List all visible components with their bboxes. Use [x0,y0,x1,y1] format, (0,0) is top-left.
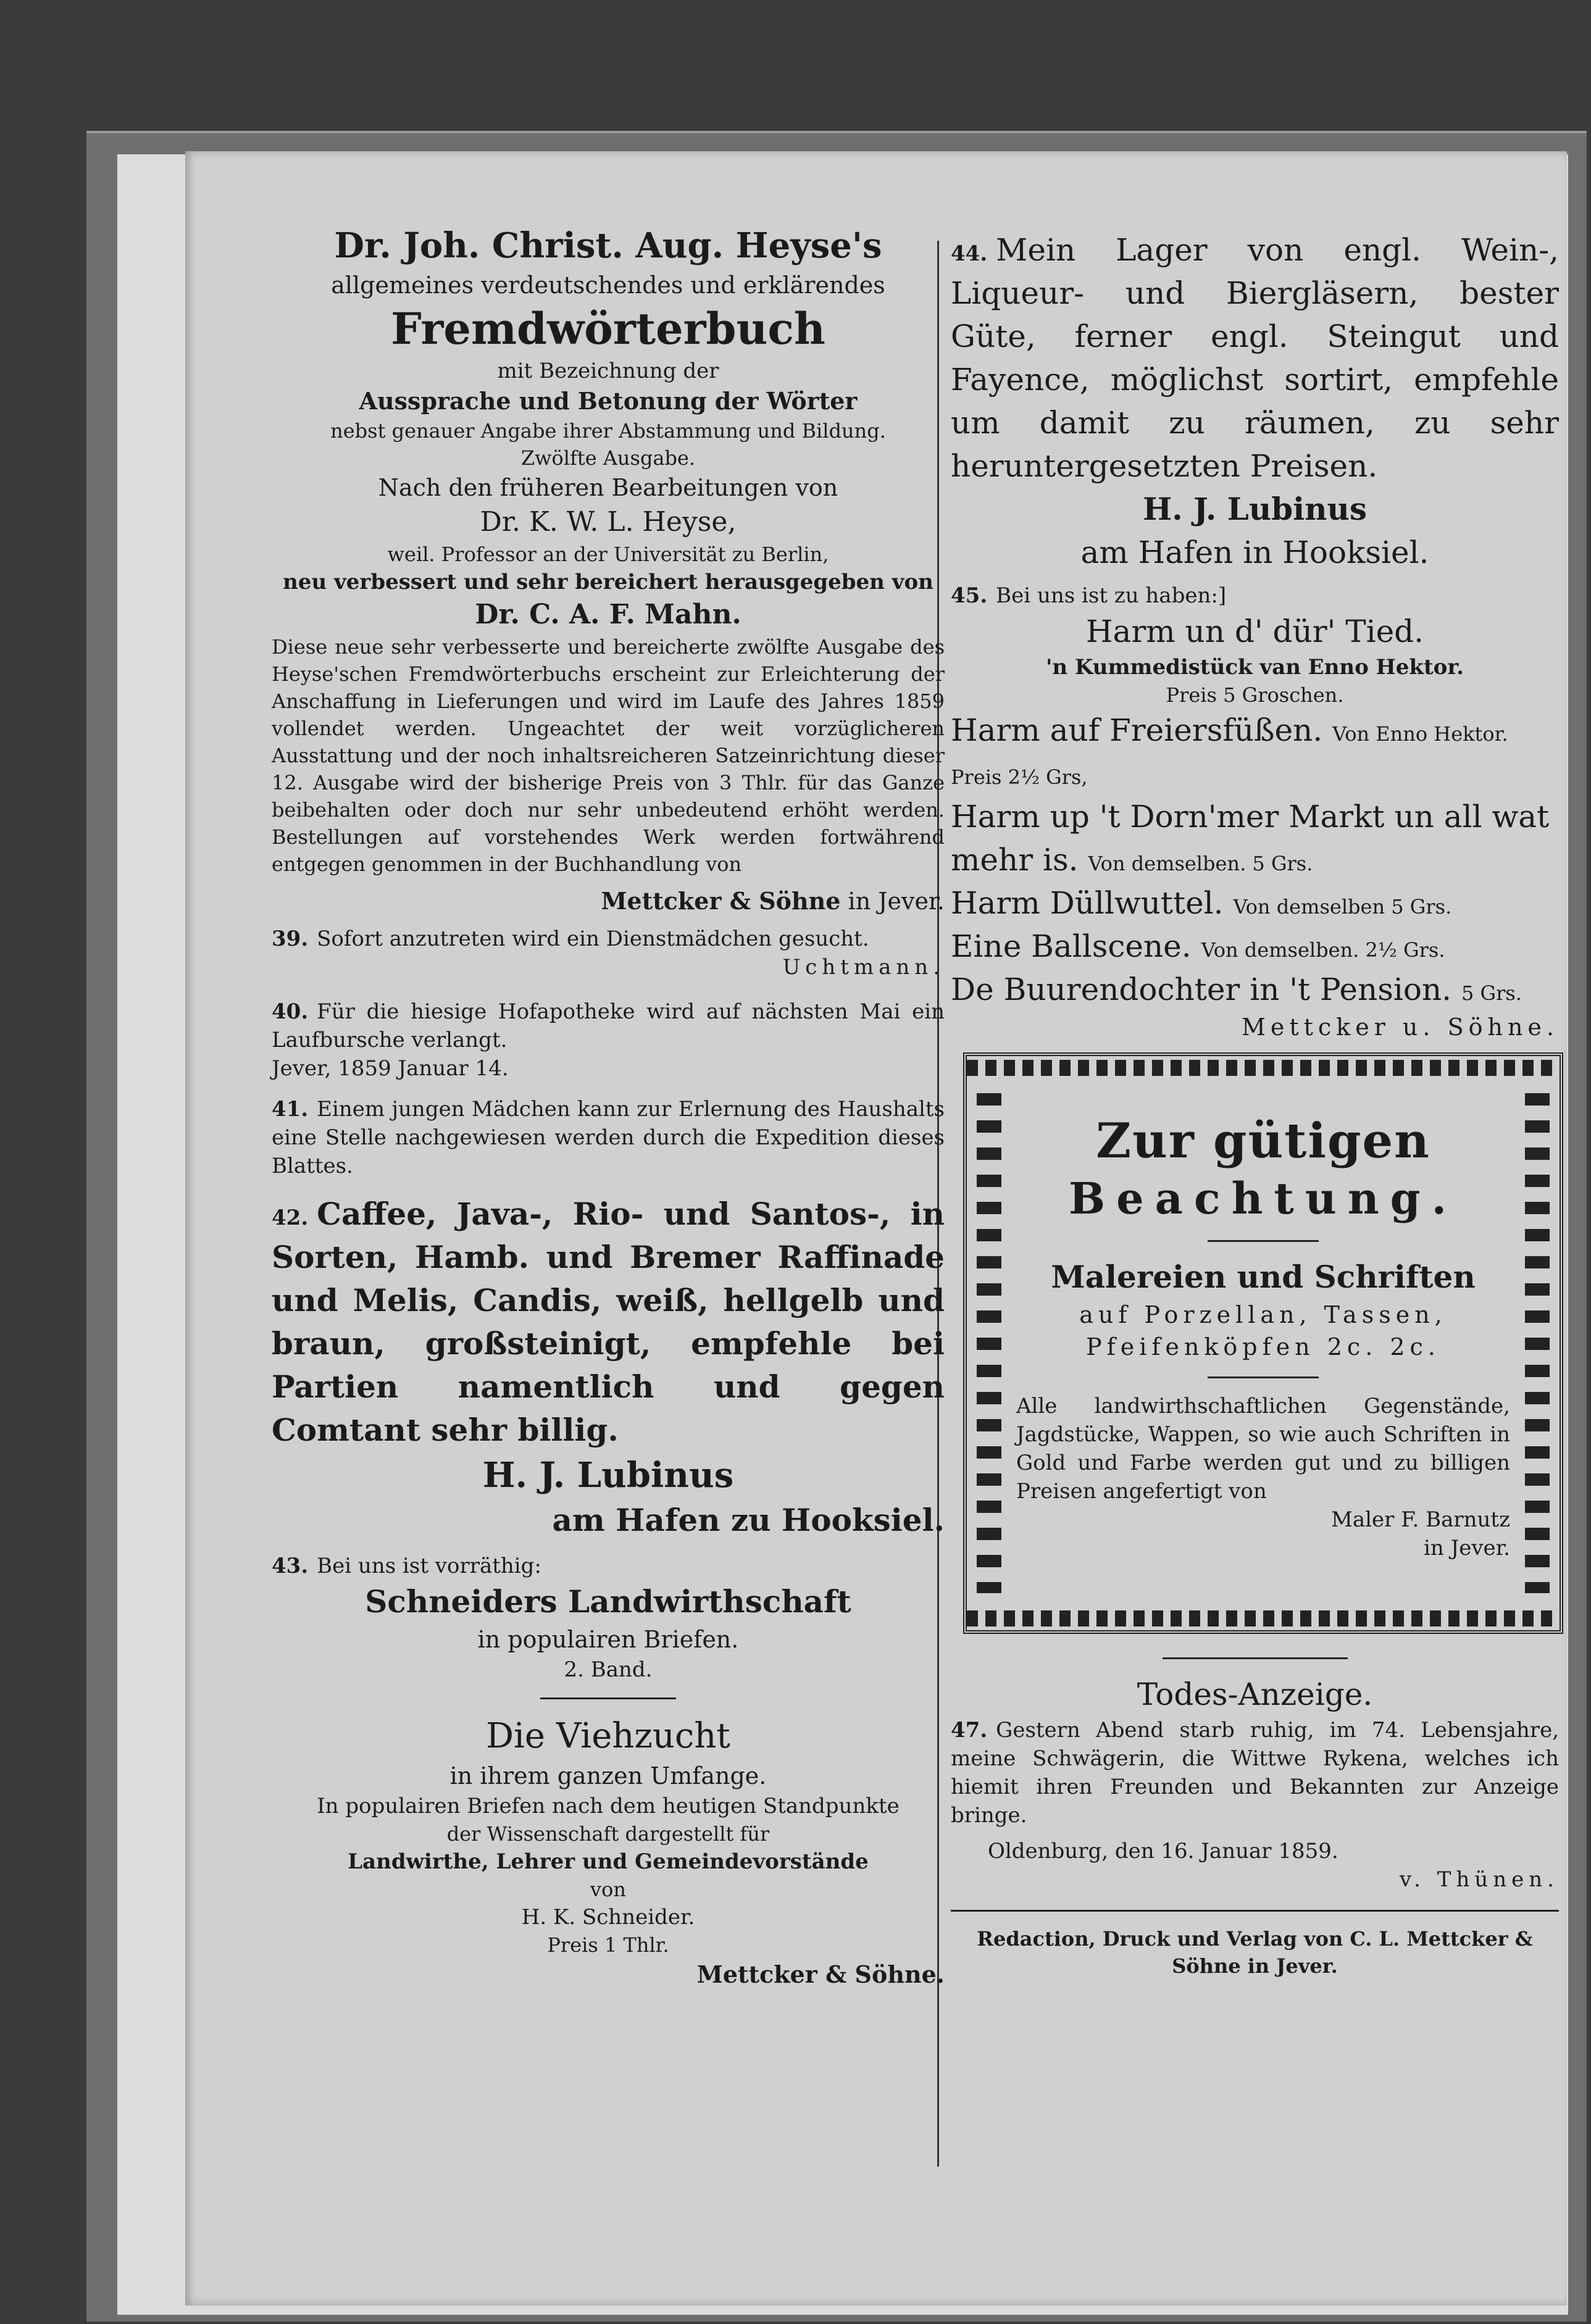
death-notice [951,1657,1559,1980]
ad-signature: Mettcker u. Söhne. [1241,1014,1559,1041]
ad-39 [272,925,945,981]
ad-intro: Bei uns ist vorräthig: [317,1554,541,1578]
ad-number: 47. [951,1718,988,1743]
heyse-line: allgemeines verdeutschendes und erklärendes [331,272,885,299]
ad-44 [951,228,1559,574]
signature-place: in Jever. [848,888,945,915]
book-title: Schneiders Landwirthschaft [365,1583,851,1620]
book-line: in ihrem ganzen Umfange. [449,1762,767,1789]
book-title: Eine Ballscene. [951,928,1192,964]
death-date: Oldenburg, den 16. Januar 1859. [988,1839,1338,1864]
ornament-border [967,1060,1560,1076]
framed-place: in Jever. [1424,1536,1510,1560]
ad-number: 42. [272,1206,309,1230]
framed-advertisement [963,1052,1563,1634]
heyse-line: Aussprache und Betonung der Wörter [359,387,858,415]
book-line: 'n Kummedistück van Enno Hektor. [1046,655,1464,680]
framed-heading: Malereien und Schriften [1051,1259,1476,1295]
book-line: Von Enno Hektor. Preis 2½ Grs, [951,722,1508,789]
heyse-title: Fremdwörterbuch [391,303,825,354]
left-column [272,222,945,1998]
book-line: Landwirthe, Lehrer und Gemeindevorstände [348,1849,869,1874]
book-line: in populairen Briefen. [477,1626,739,1653]
imprint: Redaction, Druck und Verlag von C. L. Mettcker & Söhne in Jever. [977,1927,1533,1978]
book-title: Harm un d' dür' Tied. [1085,614,1424,649]
ad-number: 44. [951,241,988,266]
book-line: 5 Grs. [1461,981,1522,1005]
ad-text: Einem jungen Mädchen kann zur Erlernung des Haushalts eine Stelle nachgewiesen werden durch die Expedition dieses Blattes. [272,1097,945,1178]
ad-place: am Hafen zu Hooksiel. [552,1502,945,1538]
book-price: Preis 1 Thlr. [547,1933,669,1957]
ornament-border [967,1610,1560,1626]
ad-signature: Uchtmann. [782,955,945,980]
heyse-body: Diese neue sehr verbesserte und bereicherte zwölfte Ausgabe des Heyse'schen Fremdwörterbuchs erscheint zur Erleichterung der Anschaffung in Lieferungen und wird im Laufe des Jahres 1859 vollendet werden. Ungeachtet der weit vorzüglicheren Ausstattung und der noch inhaltsreicheren Satzeinrichtung dieser 12. Ausgabe wird der bisherige Preis von 3 Thlr. für das Ganze beibehalten oder doch nur sehr unbedeutend erhöht werden. Bestellungen auf vorstehendes Werk werden fortwährend entgegen genommen in der Buchhandlung von [272,635,945,876]
ad-number: 41. [272,1097,309,1122]
book-line: von [590,1878,626,1901]
book-line: Von demselben. 5 Grs. [1088,852,1313,875]
ad-place: am Hafen in Hooksiel. [1080,535,1429,570]
book-line: In populairen Briefen nach dem heutigen Standpunkte [317,1794,900,1818]
book-line: Von demselben 5 Grs. [1233,895,1452,918]
ad-number: 39. [272,927,309,951]
signature-name: Mettcker & Söhne [601,887,841,915]
ad-signature: Mettcker & Söhne. [696,1960,945,1988]
book-author: H. K. Schneider. [521,1905,695,1930]
ad-41 [272,1095,945,1180]
framed-body: Alle landwirthschaftlichen Gegenstände, Jagdstücke, Wappen, so wie auch Schriften in Gold und Farbe werden gut und zu billigen Preisen angefertigt von [1016,1394,1510,1504]
book-title: Die Viehzucht [486,1716,730,1756]
ad-intro: Bei uns ist zu haben:] [996,583,1227,608]
ad-number: 45. [951,583,988,608]
heyse-line: nebst genauer Angabe ihrer Abstammung und Bildung. [330,419,886,443]
ad-45 [951,581,1559,1043]
book-title: De Buurendochter in 't Pension. [951,972,1452,1007]
book-line: Von demselben. 2½ Grs. [1201,938,1445,962]
ornament-vine [1525,1093,1550,1593]
ornament-vine [977,1093,1001,1593]
ad-signature: H. J. Lubinus [1143,491,1367,527]
book-line: 2. Band. [564,1657,653,1682]
ad-date: Jever, 1859 Januar 14. [272,1056,509,1081]
heyse-line: Zwölfte Ausgabe. [520,446,696,470]
ad-text: Gestern Abend starb ruhig, im 74. Lebensjahre, meine Schwägerin, die Wittwe Rykena, welches ich hiemit ihren Freunden und Bekannten zur Anzeige bringe. [951,1718,1559,1828]
heyse-author: Dr. Joh. Christ. Aug. Heyse's [334,225,882,266]
heyse-line: Dr. K. W. L. Heyse, [480,506,737,538]
heyse-signature [272,885,945,917]
heyse-line: mit Bezeichnung der [497,359,719,383]
heyse-line: neu verbessert und sehr bereichert herausgegeben von [283,570,933,594]
book-line: der Wissenschaft dargestellt für [446,1822,770,1846]
heyse-ad [272,222,945,917]
framed-title: Beachtung. [1068,1173,1458,1224]
ad-text: Für die hiesige Hofapotheke wird auf nächsten Mai ein Laufbursche verlangt. [272,999,945,1052]
framed-signature: Maler F. Barnutz [1331,1507,1510,1532]
book-title: Harm Düllwuttel. [951,885,1224,921]
ad-text: Sofort anzutreten wird ein Dienstmädchen gesucht. [317,927,869,951]
heyse-editor: Dr. C. A. F. Mahn. [475,599,741,630]
ad-42 [272,1193,945,1542]
ad-number: 43. [272,1554,309,1578]
ad-number: 40. [272,999,309,1024]
book-title: Harm up 't Dorn'mer Markt un all wat mehr is. [951,799,1550,878]
ad-40 [272,997,945,1083]
heyse-line: weil. Professor an der Universität zu Berlin, [387,543,829,566]
ad-text: Caffee, Java-, Rio- und Santos-, in Sorten, Hamb. und Bremer Raffinade und Melis, Candis, weiß, hellgelb und braun, großsteinigt, empfehle bei Partien namentlich und gegen Comtant sehr billig. [272,1196,945,1448]
ad-text: Mein Lager von engl. Wein-, Liqueur- und Biergläsern, bester Güte, ferner engl. Steingut und Fayence, möglichst sortirt, empfehle um damit zu räumen, zu sehr heruntergesetzten Preisen. [951,232,1559,484]
right-column [951,222,1559,1051]
death-title: Todes-Anzeige. [1137,1676,1373,1712]
framed-line: auf Porzellan, Tassen, Pfeifenköpfen 2c. 2c. [1079,1301,1447,1360]
book-title: Harm auf Freiersfüßen. [951,712,1323,748]
ad-signature: H. J. Lubinus [482,1455,734,1496]
book-price: Preis 5 Groschen. [1166,683,1344,707]
heyse-line: Nach den früheren Bearbeitungen von [378,474,838,501]
death-signature: v. Thünen. [1400,1867,1559,1892]
framed-title: Zur gütigen [1096,1113,1430,1169]
ad-43 [272,1552,945,1991]
